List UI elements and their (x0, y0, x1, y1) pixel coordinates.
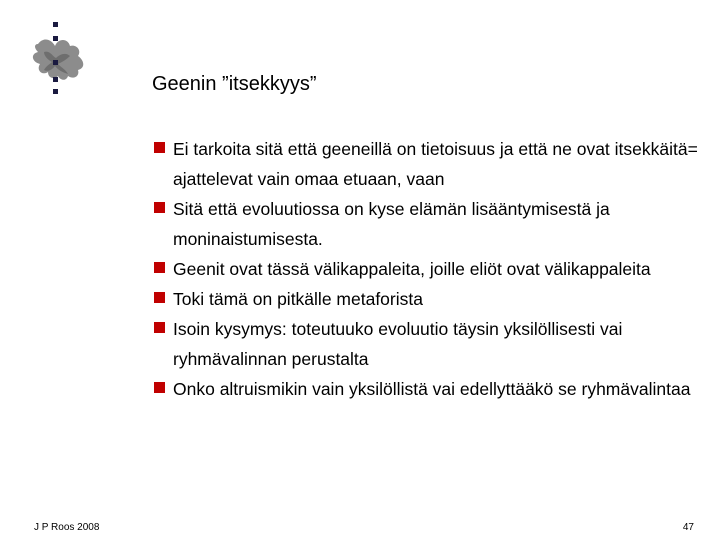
bullet-item (152, 254, 712, 284)
bullet-list (152, 134, 712, 404)
bullet-item (152, 284, 712, 314)
square-bullet-icon (154, 142, 165, 153)
square-bullet-icon (154, 382, 165, 393)
square-bullet-icon (154, 292, 165, 303)
bullet-item (152, 134, 712, 194)
bullet-text: Ei tarkoita sitä että geeneillä on tietoisuus ja että ne ovat itsekkäitä= ajattelevat vain omaa etuaan, vaan (173, 139, 698, 189)
slide-title: Geenin ”itsekkyys” (152, 73, 317, 95)
bullet-text: Onko altruismikin vain yksilöllistä vai edellyttääkö se ryhmävalintaa (173, 379, 691, 399)
square-bullet-icon (154, 322, 165, 333)
bullet-text: Geenit ovat tässä välikappaleita, joille eliöt ovat välikappaleita (173, 259, 651, 279)
square-bullet-icon (154, 262, 165, 273)
bullet-text: Toki tämä on pitkälle metaforista (173, 289, 423, 309)
bullet-item (152, 314, 712, 374)
square-bullet-icon (154, 202, 165, 213)
page-number: 47 (682, 522, 694, 533)
footer-author: J P Roos 2008 (34, 522, 100, 533)
bullet-item (152, 374, 712, 404)
bullet-text: Sitä että evoluutiossa on kyse elämän lisääntymisestä ja moninaistumisesta. (173, 199, 610, 249)
university-flame-logo-icon (22, 22, 90, 98)
bullet-text: Isoin kysymys: toteutuuko evoluutio täysin yksilöllisesti vai ryhmävalinnan perustalta (173, 319, 623, 369)
bullet-item (152, 194, 712, 254)
